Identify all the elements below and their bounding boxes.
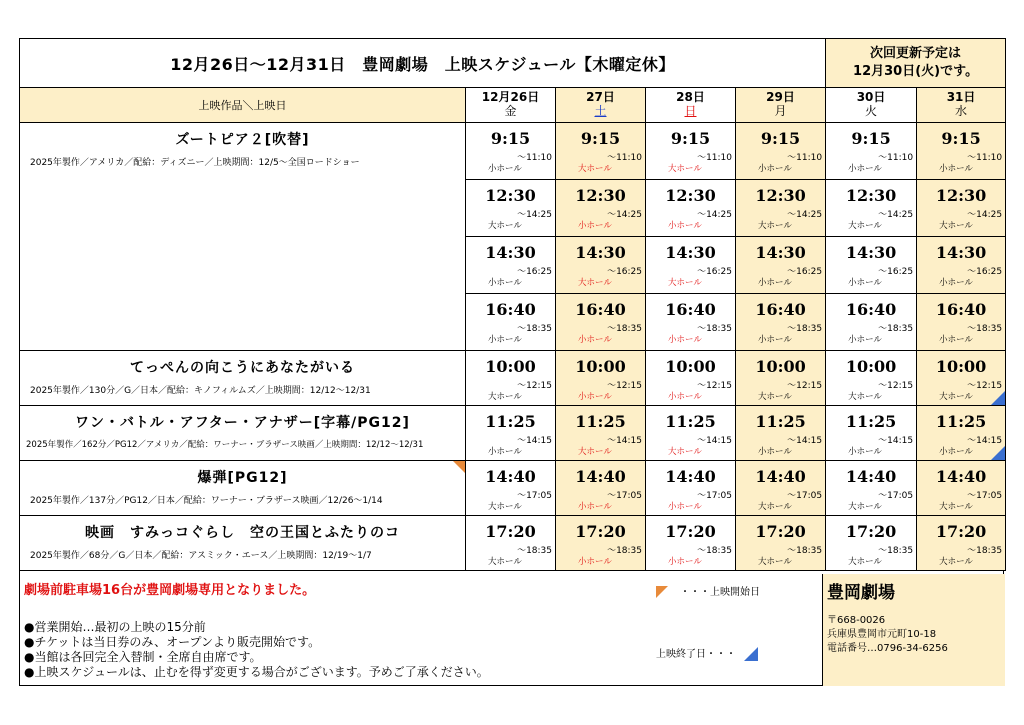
showtime-cell — [826, 294, 917, 351]
parking-notice: 劇場前駐車場16台が豊岡劇場専用となりました。 — [24, 583, 316, 598]
end-time: ～18:35 — [878, 546, 914, 556]
hall-label: 小ホール — [758, 278, 792, 288]
notice-list — [24, 620, 489, 680]
movie-title: ワン・バトル・アフター・アナザー[字幕/PG12] — [75, 415, 410, 431]
movie-info — [20, 351, 466, 406]
showtime-cell — [826, 516, 917, 571]
hall-label: 小ホール — [939, 278, 973, 288]
footer-notes — [20, 574, 822, 687]
hall-label: 大ホール — [758, 557, 792, 567]
start-time: 11:25 — [575, 412, 626, 431]
start-time: 12:30 — [755, 186, 806, 205]
showtime-cell — [917, 180, 1006, 237]
hall-label: 大ホール — [939, 221, 973, 231]
start-time: 16:40 — [935, 300, 987, 319]
hall-label: 小ホール — [668, 502, 702, 512]
start-time: 16:40 — [755, 300, 806, 319]
start-time: 14:30 — [575, 243, 626, 262]
end-marker-icon — [991, 446, 1005, 460]
hall-label: 小ホール — [668, 335, 702, 345]
hall-label: 小ホール — [668, 221, 702, 231]
hall-label: 大ホール — [488, 392, 522, 402]
hall-label: 大ホール — [848, 221, 882, 231]
showtime-cell — [917, 294, 1006, 351]
hall-label: 大ホール — [578, 278, 612, 288]
showtime-cell — [917, 351, 1006, 406]
start-time: 14:30 — [935, 243, 987, 262]
hall-label: 小ホール — [848, 447, 882, 457]
start-time: 12:30 — [485, 186, 536, 205]
start-time: 9:15 — [580, 129, 621, 148]
schedule-sheet — [19, 38, 1004, 686]
start-time: 11:25 — [665, 412, 716, 431]
hall-label: 大ホール — [578, 447, 612, 457]
start-time: 10:00 — [485, 357, 536, 376]
day-header-0: 12月26日 金 — [466, 88, 556, 123]
hall-label: 小ホール — [488, 335, 522, 345]
start-time: 11:25 — [485, 412, 536, 431]
hall-label: 小ホール — [578, 335, 612, 345]
end-time: ～18:35 — [878, 324, 914, 334]
notice-item: ●上映スケジュールは、止むを得ず変更する場合がございます。予めご了承ください。 — [24, 665, 489, 679]
start-time: 17:20 — [665, 522, 716, 541]
end-time: ～11:10 — [967, 153, 1003, 163]
day-header-1: 27日 土 — [556, 88, 646, 123]
start-time: 12:30 — [935, 186, 987, 205]
end-time: ～17:05 — [607, 491, 642, 501]
movie-title: ズートピア２[吹替] — [175, 132, 310, 148]
end-time: ～17:05 — [878, 491, 914, 501]
hall-label: 小ホール — [578, 221, 612, 231]
end-marker-icon — [744, 647, 758, 661]
start-marker-icon — [656, 586, 668, 598]
end-time: ～12:15 — [517, 381, 552, 391]
hall-label: 小ホール — [758, 164, 792, 174]
hall-label: 大ホール — [848, 557, 882, 567]
hall-label: 大ホール — [578, 164, 612, 174]
showtime-cell — [736, 237, 826, 294]
showtime-cell — [917, 461, 1006, 516]
theater-info — [822, 574, 1005, 686]
start-time: 14:30 — [485, 243, 536, 262]
showtime-cell — [646, 351, 736, 406]
hall-label: 大ホール — [758, 502, 792, 512]
showtime-cell — [556, 516, 646, 571]
hall-label: 大ホール — [758, 221, 792, 231]
end-time: ～11:10 — [607, 153, 642, 163]
hall-label: 大ホール — [939, 392, 973, 402]
start-time: 16:40 — [485, 300, 536, 319]
start-marker-icon — [453, 461, 465, 473]
hall-label: 大ホール — [848, 392, 882, 402]
end-time: ～12:15 — [967, 381, 1003, 391]
hall-label: 大ホール — [488, 221, 522, 231]
start-time: 12:30 — [575, 186, 626, 205]
end-time: ～18:35 — [697, 324, 732, 334]
start-time: 14:40 — [575, 467, 626, 486]
start-time: 14:30 — [845, 243, 897, 262]
notice-item: ●営業開始…最初の上映の15分前 — [24, 620, 206, 634]
movie-title: 爆弾[PG12] — [197, 470, 288, 486]
showtime-cell — [736, 294, 826, 351]
hall-label: 大ホール — [488, 557, 522, 567]
showtime-cell — [646, 461, 736, 516]
movie-info — [20, 123, 466, 351]
end-time: ～14:25 — [697, 210, 732, 220]
next-update-line1: 次回更新予定は — [870, 46, 962, 61]
showtime-cell — [736, 351, 826, 406]
showtime-cell — [556, 351, 646, 406]
showtime-cell — [826, 123, 917, 180]
movie-meta: 2025年製作／162分／PG12／アメリカ／配給：ワーナー・ブラザース映画／上映期間：12/12～12/31 — [26, 440, 424, 450]
end-time: ～18:35 — [517, 324, 552, 334]
movie-meta: 2025年製作／アメリカ／配給：ディズニー／上映期間：12/5～全国ロードショー — [30, 158, 360, 168]
end-time: ～14:15 — [697, 436, 732, 446]
end-time: ～18:35 — [967, 324, 1003, 334]
start-time: 16:40 — [665, 300, 716, 319]
postal-code: 〒668-0026 — [827, 615, 886, 626]
start-time: 10:00 — [665, 357, 716, 376]
end-time: ～14:15 — [517, 436, 552, 446]
day-header-3: 29日 月 — [736, 88, 826, 123]
start-time: 9:15 — [760, 129, 801, 148]
hall-label: 小ホール — [668, 392, 702, 402]
column-header-label: 上映作品＼上映日 — [20, 88, 466, 123]
start-time: 14:40 — [935, 467, 987, 486]
showtime-cell — [826, 237, 917, 294]
end-time: ～14:15 — [878, 436, 914, 446]
start-time: 14:30 — [665, 243, 716, 262]
showtime-cell — [646, 406, 736, 461]
showtime-cell — [736, 461, 826, 516]
hall-label: 大ホール — [668, 447, 702, 457]
end-time: ～16:25 — [787, 267, 823, 277]
start-time: 10:00 — [935, 357, 987, 376]
end-time: ～16:25 — [967, 267, 1003, 277]
schedule-table — [19, 38, 1006, 571]
movie-title: 映画 すみっコぐらし 空の王国とふたりのコ — [85, 525, 400, 541]
end-time: ～14:25 — [878, 210, 914, 220]
notice-item: ●当館は各回完全入替制・全席自由席です。 — [24, 650, 262, 664]
showtime-cell — [646, 516, 736, 571]
hall-label: 小ホール — [848, 278, 882, 288]
end-time: ～11:10 — [878, 153, 914, 163]
end-time: ～12:15 — [697, 381, 732, 391]
start-time: 14:40 — [665, 467, 716, 486]
start-time: 11:25 — [755, 412, 806, 431]
hall-label: 小ホール — [488, 447, 522, 457]
start-time: 17:20 — [935, 522, 987, 541]
showtime-cell — [466, 461, 556, 516]
showtime-cell — [646, 237, 736, 294]
start-time: 10:00 — [575, 357, 626, 376]
showtime-cell — [646, 123, 736, 180]
end-time: ～11:10 — [517, 153, 552, 163]
showtime-cell — [826, 406, 917, 461]
end-time: ～18:35 — [607, 546, 642, 556]
start-time: 14:40 — [755, 467, 806, 486]
end-time: ～16:25 — [878, 267, 914, 277]
notice-item: ●チケットは当日券のみ、オープンより販売開始です。 — [24, 635, 321, 649]
end-time: ～18:35 — [517, 546, 552, 556]
movie-meta: 2025年製作／68分／G／日本／配給：アスミック・エース／上映期間：12/19～1/7 — [30, 551, 372, 561]
page-title: 12月26日～12月31日 豊岡劇場 上映スケジュール【木曜定休】 — [20, 39, 826, 88]
end-time: ～14:25 — [787, 210, 823, 220]
end-time: ～14:15 — [787, 436, 823, 446]
hall-label: 小ホール — [488, 164, 522, 174]
hall-label: 小ホール — [848, 335, 882, 345]
showtime-cell — [556, 294, 646, 351]
theater-name: 豊岡劇場 — [827, 583, 895, 603]
hall-label: 小ホール — [578, 557, 612, 567]
start-time: 9:15 — [490, 129, 531, 148]
showtime-cell — [646, 180, 736, 237]
day-header-4: 30日 火 — [826, 88, 917, 123]
hall-label: 大ホール — [758, 392, 792, 402]
end-marker-icon — [991, 391, 1005, 405]
showtime-cell — [556, 180, 646, 237]
showtime-cell — [917, 237, 1006, 294]
hall-label: 大ホール — [848, 502, 882, 512]
start-time: 17:20 — [575, 522, 626, 541]
next-update-note — [826, 39, 1006, 88]
end-time: ～17:05 — [517, 491, 552, 501]
showtime-cell — [556, 237, 646, 294]
phone-number: 電話番号…0796-34-6256 — [827, 643, 948, 654]
start-time: 16:40 — [845, 300, 897, 319]
hall-label: 小ホール — [758, 447, 792, 457]
start-time: 11:25 — [845, 412, 897, 431]
end-time: ～12:15 — [607, 381, 642, 391]
start-time: 12:30 — [845, 186, 897, 205]
hall-label: 小ホール — [668, 557, 702, 567]
day-header-2: 28日 日 — [646, 88, 736, 123]
movie-meta: 2025年製作／130分／G／日本／配給：キノフィルムズ／上映期間：12/12～12/31 — [30, 386, 371, 396]
end-time: ～14:25 — [967, 210, 1003, 220]
showtime-cell — [466, 123, 556, 180]
hall-label: 小ホール — [939, 164, 973, 174]
end-time: ～17:05 — [967, 491, 1003, 501]
showtime-cell — [556, 461, 646, 516]
showtime-cell — [736, 123, 826, 180]
showtime-cell — [466, 237, 556, 294]
end-time: ～17:05 — [787, 491, 823, 501]
showtime-cell — [917, 516, 1006, 571]
hall-label: 大ホール — [939, 502, 973, 512]
movie-meta: 2025年製作／137分／PG12／日本／配給：ワーナー・ブラザース映画／12/26～1/14 — [30, 496, 383, 506]
movie-title: てっぺんの向こうにあなたがいる — [130, 360, 355, 376]
end-time: ～18:35 — [787, 546, 823, 556]
end-time: ～18:35 — [967, 546, 1003, 556]
showtime-cell — [917, 406, 1006, 461]
hall-label: 小ホール — [939, 447, 973, 457]
legend-start-date: ・・・上映開始日 — [656, 583, 760, 598]
start-time: 9:15 — [851, 129, 891, 148]
showtime-cell — [917, 123, 1006, 180]
showtime-cell — [556, 406, 646, 461]
hall-label: 大ホール — [939, 557, 973, 567]
start-time: 10:00 — [845, 357, 897, 376]
start-time: 17:20 — [485, 522, 536, 541]
end-time: ～18:35 — [607, 324, 642, 334]
start-time: 9:15 — [670, 129, 711, 148]
hall-label: 大ホール — [488, 502, 522, 512]
showtime-cell — [466, 351, 556, 406]
hall-label: 大ホール — [668, 164, 702, 174]
hall-label: 小ホール — [939, 335, 973, 345]
showtime-cell — [466, 516, 556, 571]
end-time: ～14:25 — [517, 210, 552, 220]
start-time: 16:40 — [575, 300, 626, 319]
end-time: ～16:25 — [607, 267, 642, 277]
showtime-cell — [736, 180, 826, 237]
theater-address — [827, 614, 948, 656]
legend-end-date: 上映終了日・・・ — [656, 645, 758, 661]
showtime-cell — [736, 406, 826, 461]
movie-info — [20, 406, 466, 461]
showtime-cell — [466, 406, 556, 461]
showtime-cell — [826, 180, 917, 237]
showtime-cell — [826, 351, 917, 406]
end-time: ～18:35 — [697, 546, 732, 556]
showtime-cell — [466, 294, 556, 351]
end-time: ～16:25 — [517, 267, 552, 277]
end-time: ～11:10 — [787, 153, 823, 163]
hall-label: 小ホール — [578, 392, 612, 402]
start-time: 14:40 — [485, 467, 536, 486]
hall-label: 小ホール — [488, 278, 522, 288]
showtime-cell — [736, 516, 826, 571]
start-time: 11:25 — [935, 412, 987, 431]
start-time: 12:30 — [665, 186, 716, 205]
end-time: ～12:15 — [787, 381, 823, 391]
end-time: ～14:25 — [607, 210, 642, 220]
end-time: ～18:35 — [787, 324, 823, 334]
end-time: ～14:15 — [967, 436, 1003, 446]
hall-label: 小ホール — [758, 335, 792, 345]
next-update-line2: 12月30日(火)です。 — [853, 64, 979, 79]
start-time: 9:15 — [941, 129, 981, 148]
start-time: 17:20 — [755, 522, 806, 541]
movie-info — [20, 461, 466, 516]
start-time: 17:20 — [845, 522, 897, 541]
showtime-cell — [466, 180, 556, 237]
end-time: ～14:15 — [607, 436, 642, 446]
hall-label: 大ホール — [668, 278, 702, 288]
end-time: ～16:25 — [697, 267, 732, 277]
movie-info — [20, 516, 466, 571]
start-time: 14:30 — [755, 243, 806, 262]
showtime-cell — [826, 461, 917, 516]
start-time: 14:40 — [845, 467, 897, 486]
end-time: ～11:10 — [697, 153, 732, 163]
end-time: ～17:05 — [697, 491, 732, 501]
hall-label: 小ホール — [848, 164, 882, 174]
day-header-5: 31日 水 — [917, 88, 1006, 123]
start-time: 10:00 — [755, 357, 806, 376]
showtime-cell — [646, 294, 736, 351]
end-time: ～12:15 — [878, 381, 914, 391]
showtime-cell — [556, 123, 646, 180]
hall-label: 小ホール — [578, 502, 612, 512]
street-address: 兵庫県豊岡市元町10-18 — [827, 629, 937, 640]
